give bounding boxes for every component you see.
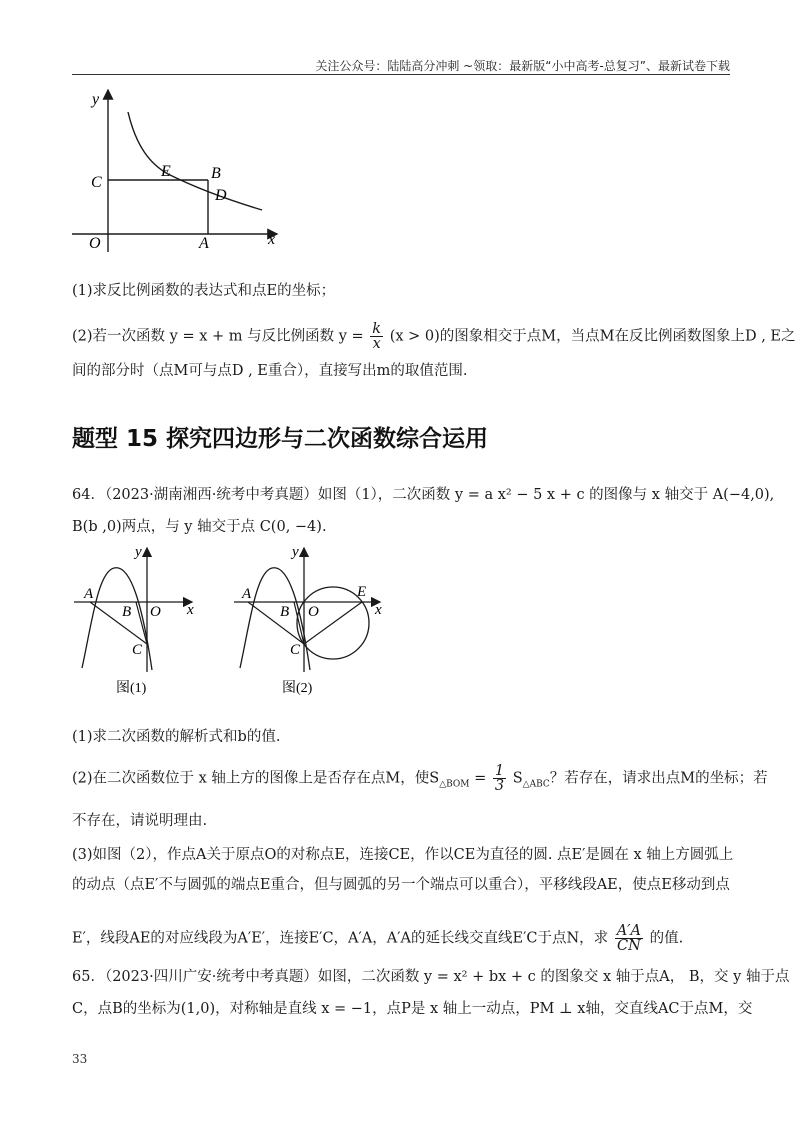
q64-part3-line1: (3)如图（2），作点A关于原点O的对称点E，连接CE，作以CE为直径的圆. 点E′是圆在 x 轴上方圆弧上 (72, 847, 734, 863)
q65-line1: 65．（2023·四川广安·统考中考真题）如图，二次函数 y = x² + bx + c 的图象交 x 轴于点A， B，交 y 轴于点 (72, 969, 790, 985)
figure-parabola-1 (72, 542, 202, 697)
label-y: y (92, 91, 100, 108)
figure-parabola-2 (232, 542, 392, 697)
q63-part1: (1)求反比例函数的表达式和点E的坐标； (72, 283, 336, 299)
q64-part1: (1)求二次函数的解析式和b的值. (72, 729, 281, 745)
q64-fraction-one-third: $\frac{1}{3}$ (494, 763, 505, 794)
label-D: D (215, 187, 227, 204)
caption-fig1: 图(1) (116, 681, 147, 696)
label-O: O (150, 604, 161, 620)
header-divider (72, 74, 730, 75)
q63-fraction-k-over-x: $\frac{k}{x}$ (372, 321, 382, 352)
q64-part2-sub-bom: △BOM (439, 779, 470, 790)
label-C: C (290, 642, 301, 658)
q63-part2-line1 (72, 322, 796, 351)
page-number: 33 (72, 1052, 88, 1066)
label-A: A (199, 235, 209, 252)
figure-reciprocal-graph (72, 86, 292, 256)
q64-part2-line2: 不存在，请说明理由. (72, 813, 208, 829)
label-y: y (292, 544, 299, 560)
label-C: C (132, 642, 143, 658)
page-header: 关注公众号：陆陆高分冲刺 ~领取：最新版“小中高考-总复习”、最新试卷下载 (315, 59, 730, 73)
hyperbola-curve (128, 112, 262, 210)
q63-part2-text-a: (2)若一次函数 y = x + m 与反比例函数 y = (72, 328, 364, 345)
q64-part3-line3 (72, 924, 683, 953)
q64-part2-s2: S (512, 770, 523, 787)
label-O: O (308, 604, 319, 620)
section-title: 题型 15 探究四边形与二次函数综合运用 (72, 426, 489, 452)
caption-fig2: 图(2) (282, 681, 313, 696)
q63-part2-text-b: (x > 0)的图象相交于点M，当点M在反比例函数图象上D , E之 (389, 328, 796, 345)
q64-line2: B(b ,0)两点，与 y 轴交于点 C(0, −4). (72, 519, 327, 535)
q64-fraction-aa-over-cn: $\frac{A'A}{CN}$ (616, 923, 642, 954)
q64-part2-line1 (72, 764, 768, 795)
label-O: O (89, 235, 101, 252)
q64-part3-text-b: 的值. (649, 930, 684, 947)
label-A: A (242, 586, 252, 602)
label-E: E (357, 584, 367, 600)
label-x: x (268, 231, 276, 248)
label-x: x (187, 602, 194, 618)
q64-line1: 64．（2023·湖南湘西·统考中考真题）如图（1），二次函数 y = a x² − 5 x + c 的图像与 x 轴交于 A(−4,0), (72, 487, 775, 503)
q64-part3-text-a: E′，线段AE的对应线段为A′E′，连接E′C，A′A，A′A的延长线交直线E′C于点N，求 (72, 930, 609, 947)
q64-part2-sub-abc: △ABC (522, 779, 550, 790)
label-B: B (211, 165, 221, 182)
label-B: B (280, 604, 290, 620)
q64-part3-line2: 的动点（点E′不与圆弧的端点E重合，但与圆弧的另一个端点可以重合），平移线段AE，使点E移动到点 (72, 877, 730, 893)
segment-AC (90, 602, 147, 644)
q64-part2-text-a: (2)在二次函数位于 x 轴上方的图像上是否存在点M，使S (72, 770, 440, 787)
q64-part2-text-b: ？若存在，请求出点M的坐标；若 (549, 770, 768, 787)
label-x: x (375, 602, 382, 618)
label-B: B (122, 604, 132, 620)
label-E: E (161, 163, 171, 180)
label-y: y (135, 544, 142, 560)
label-A: A (84, 586, 94, 602)
q65-line2: C，点B的坐标为(1,0)，对称轴是直线 x = −1，点P是 x 轴上一动点，PM ⊥ x轴，交直线AC于点M，交 (72, 1001, 753, 1017)
q63-part2-line2: 间的部分时（点M可与点D , E重合），直接写出m的取值范围. (72, 363, 468, 379)
label-C: C (91, 174, 102, 191)
q64-part2-eq: = (469, 770, 491, 787)
